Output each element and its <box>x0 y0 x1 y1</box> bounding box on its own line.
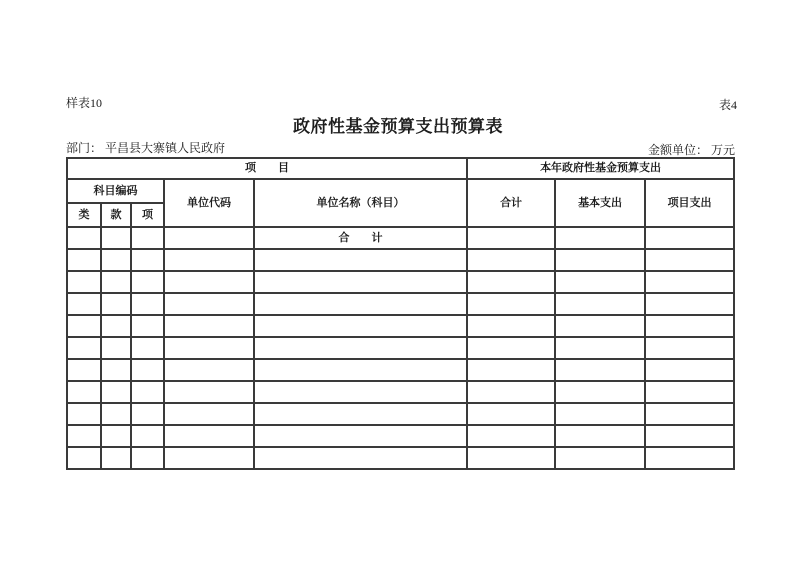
empty-cell <box>467 447 555 469</box>
empty-cell <box>555 381 645 403</box>
empty-cell <box>467 403 555 425</box>
header-project-group: 项 目 <box>67 158 467 179</box>
empty-row <box>67 315 734 337</box>
empty-cell <box>101 425 131 447</box>
header-total: 合计 <box>467 179 555 227</box>
empty-cell <box>467 425 555 447</box>
empty-cell <box>164 425 254 447</box>
empty-cell <box>101 337 131 359</box>
header-row-groups <box>67 158 734 179</box>
empty-cell <box>467 293 555 315</box>
empty-cell <box>67 227 101 249</box>
empty-cell <box>254 381 467 403</box>
empty-cell <box>555 315 645 337</box>
empty-cell <box>467 249 555 271</box>
empty-cell <box>164 359 254 381</box>
empty-cell <box>67 249 101 271</box>
empty-cell <box>645 315 734 337</box>
empty-cell <box>101 249 131 271</box>
empty-cell <box>131 271 164 293</box>
empty-cell <box>467 337 555 359</box>
empty-cell <box>254 403 467 425</box>
header-class: 类 <box>67 203 101 227</box>
empty-cell <box>101 447 131 469</box>
header-subject-code-group: 科目编码 <box>67 179 164 203</box>
empty-cell <box>67 403 101 425</box>
budget-table-body <box>67 158 734 469</box>
empty-cell <box>555 271 645 293</box>
empty-cell <box>164 249 254 271</box>
total-row-label: 合 计 <box>254 227 467 249</box>
empty-cell <box>131 227 164 249</box>
empty-cell <box>164 447 254 469</box>
empty-cell <box>164 381 254 403</box>
empty-cell <box>645 403 734 425</box>
empty-cell <box>254 315 467 337</box>
empty-cell <box>131 425 164 447</box>
empty-row <box>67 337 734 359</box>
empty-cell <box>555 249 645 271</box>
empty-cell <box>254 425 467 447</box>
sample-table-label: 样表10 <box>66 96 103 110</box>
empty-cell <box>101 381 131 403</box>
empty-cell <box>164 315 254 337</box>
empty-cell <box>164 403 254 425</box>
empty-cell <box>164 227 254 249</box>
empty-cell <box>254 359 467 381</box>
header-unit-name: 单位名称（科目） <box>254 179 467 227</box>
empty-cell <box>555 403 645 425</box>
empty-row <box>67 381 734 403</box>
empty-cell <box>131 315 164 337</box>
empty-cell <box>254 249 467 271</box>
empty-cell <box>467 271 555 293</box>
empty-cell <box>555 447 645 469</box>
empty-cell <box>67 425 101 447</box>
empty-row <box>67 249 734 271</box>
empty-cell <box>645 359 734 381</box>
empty-cell <box>645 249 734 271</box>
header-item: 项 <box>131 203 164 227</box>
empty-cell <box>555 337 645 359</box>
empty-cell <box>555 359 645 381</box>
empty-cell <box>164 337 254 359</box>
amount-unit-label: 金额单位： 万元 <box>647 143 735 157</box>
empty-cell <box>67 271 101 293</box>
empty-cell <box>131 293 164 315</box>
page-title: 政府性基金预算支出预算表 <box>293 117 503 136</box>
empty-cell <box>555 425 645 447</box>
empty-cell <box>131 249 164 271</box>
empty-cell <box>67 293 101 315</box>
header-current-year-group: 本年政府性基金预算支出 <box>467 158 734 179</box>
empty-row <box>67 271 734 293</box>
empty-cell <box>131 337 164 359</box>
header-row-columns <box>67 179 734 203</box>
empty-cell <box>101 227 131 249</box>
empty-cell <box>467 359 555 381</box>
total-row <box>67 227 734 249</box>
header-basic-expenditure: 基本支出 <box>555 179 645 227</box>
empty-cell <box>67 337 101 359</box>
empty-cell <box>131 359 164 381</box>
empty-cell <box>555 227 645 249</box>
empty-cell <box>101 271 131 293</box>
empty-cell <box>467 227 555 249</box>
empty-cell <box>467 381 555 403</box>
empty-row <box>67 359 734 381</box>
header-unit-code: 单位代码 <box>164 179 254 227</box>
budget-table <box>66 157 735 470</box>
empty-row <box>67 447 734 469</box>
empty-cell <box>131 403 164 425</box>
empty-row <box>67 293 734 315</box>
empty-cell <box>101 359 131 381</box>
empty-cell <box>67 315 101 337</box>
empty-row <box>67 425 734 447</box>
empty-cell <box>254 447 467 469</box>
empty-cell <box>467 315 555 337</box>
empty-cell <box>645 447 734 469</box>
empty-cell <box>645 271 734 293</box>
empty-cell <box>101 315 131 337</box>
empty-cell <box>645 227 734 249</box>
empty-cell <box>101 293 131 315</box>
empty-cell <box>254 271 467 293</box>
table-number-label: 表4 <box>718 98 737 112</box>
empty-cell <box>254 293 467 315</box>
empty-cell <box>67 447 101 469</box>
empty-cell <box>645 425 734 447</box>
empty-cell <box>101 403 131 425</box>
empty-row <box>67 403 734 425</box>
empty-cell <box>164 293 254 315</box>
empty-cell <box>67 359 101 381</box>
empty-cell <box>645 337 734 359</box>
empty-cell <box>645 293 734 315</box>
empty-cell <box>555 293 645 315</box>
empty-cell <box>131 447 164 469</box>
empty-cell <box>67 381 101 403</box>
header-project-expenditure: 项目支出 <box>645 179 734 227</box>
empty-cell <box>131 381 164 403</box>
empty-cell <box>164 271 254 293</box>
header-section: 款 <box>101 203 131 227</box>
empty-cell <box>645 381 734 403</box>
empty-cell <box>254 337 467 359</box>
department-label: 部门： 平昌县大寨镇人民政府 <box>66 141 226 155</box>
